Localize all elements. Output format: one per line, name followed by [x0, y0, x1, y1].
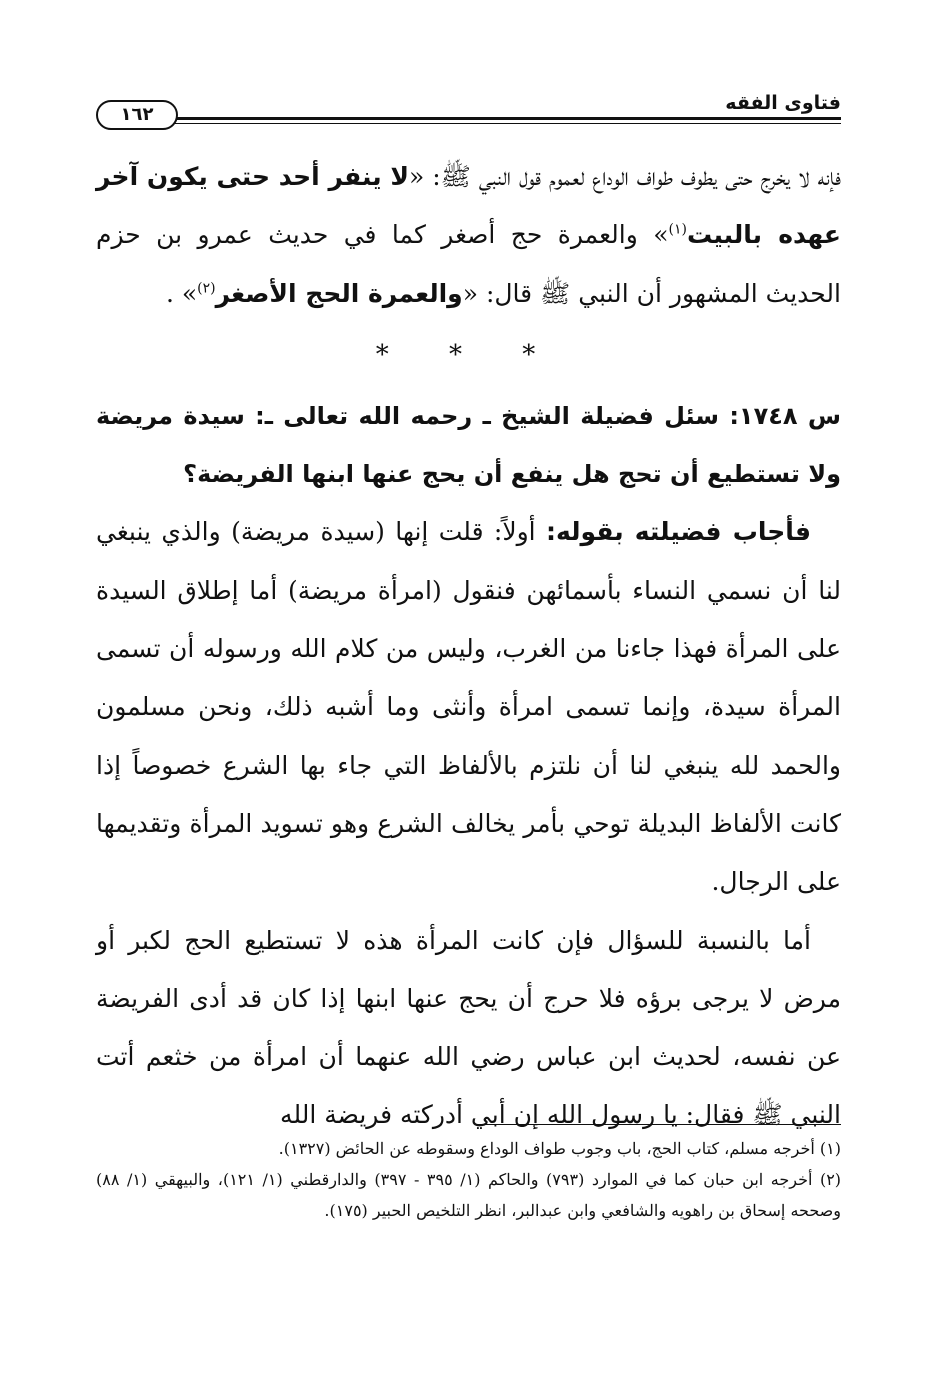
hadith-quote-2: والعمرة الحج الأصغر — [215, 278, 463, 308]
section-separator: * * * — [375, 339, 562, 370]
p1-text-c: » . — [165, 278, 198, 308]
answer-text-1: أولاً: قلت إنها (سيدة مريضة) والذي ينبغي لنا أن نسمي النساء بأسمائهن فنقول (امرأة مريضة) أما إطلاق السيدة على المرأة فهذا جاءنا من الغرب، وليس من كلام الله ورسوله أن تسمى المرأة سيدة، وإنما تسمى امرأة وأنثى وما أشبه ذلك، ونحن مسلمون والحمد لله ينبغي لنا أن نلتزم بالألفاظ التي جاء بها الشرع خصوصاً إذا كانت الألفاظ البديلة توحي بأمر يخالف الشرع وهو تسويد المرأة وتقديمها على الرجال. — [96, 517, 841, 897]
p1-text-b: » والعمرة حج أصغر كما في حديث عمرو بن حزم الحديث المشهور أن النبي ﷺ قال: « — [96, 220, 841, 308]
footnote-rule — [478, 1124, 841, 1125]
footnote-ref-1: (١) — [668, 221, 687, 238]
page-number: ١٦٢ — [96, 100, 178, 130]
footnote-ref-2: (٢) — [197, 280, 216, 297]
footnote-1: (١) أخرجه مسلم، كتاب الحج، باب وجوب طواف الوداع وسقوطه عن الحائض (١٣٢٧). — [278, 1139, 841, 1158]
header-rule-thin — [166, 123, 841, 124]
book-title: فتاوى الفقه — [725, 92, 841, 114]
header-rule — [166, 117, 841, 120]
answer-lead: فأجاب فضيلته بقوله: — [546, 517, 811, 547]
answer-paragraph-1 — [96, 503, 841, 911]
question-paragraph — [96, 387, 841, 504]
page-header — [96, 90, 841, 132]
answer-paragraph-2: أما بالنسبة للسؤال فإن كانت المرأة هذه لا تستطيع الحج لكبر أو مرض لا يرجى برؤه فلا حرج أن يحج عنها ابنها إذا كان قد أدى الفريضة عن نفسه، لحديث ابن عباس رضي الله عنهما أن امرأة من خثعم أتت النبي ﷺ فقال: يا رسول الله إن أبي أدركته فريضة الله — [96, 925, 841, 1130]
question-text: س ١٧٤٨: سئل فضيلة الشيخ ـ رحمه الله تعالى ـ: سيدة مريضة ولا تستطيع أن تحج هل ينفع أن يحج عنها ابنها الفريضة؟ — [96, 401, 841, 489]
page-body — [96, 148, 841, 1145]
footnotes — [96, 1133, 841, 1226]
p1-text-a: فإنه لا يخرج حتى يطوف طواف الوداع لعموم قول النبي ﷺ: « — [408, 162, 842, 191]
hadith-quote-1: لا ينفر أحد حتى يكون آخر عهده بالبيت — [96, 162, 841, 250]
footnote-2: (٢) أخرجه ابن حبان كما في الموارد (٧٩٣) والحاكم (١/ ٣٩٥ - ٣٩٧) والدارقطني (١/ ١٢١)، والبيهقي (١/ ٨٨) وصححه إسحاق بن راهويه والشافعي وابن عبدالبر، انظر التلخيص الحبير (١٧٥). — [96, 1170, 842, 1220]
paragraph-1 — [96, 148, 841, 323]
